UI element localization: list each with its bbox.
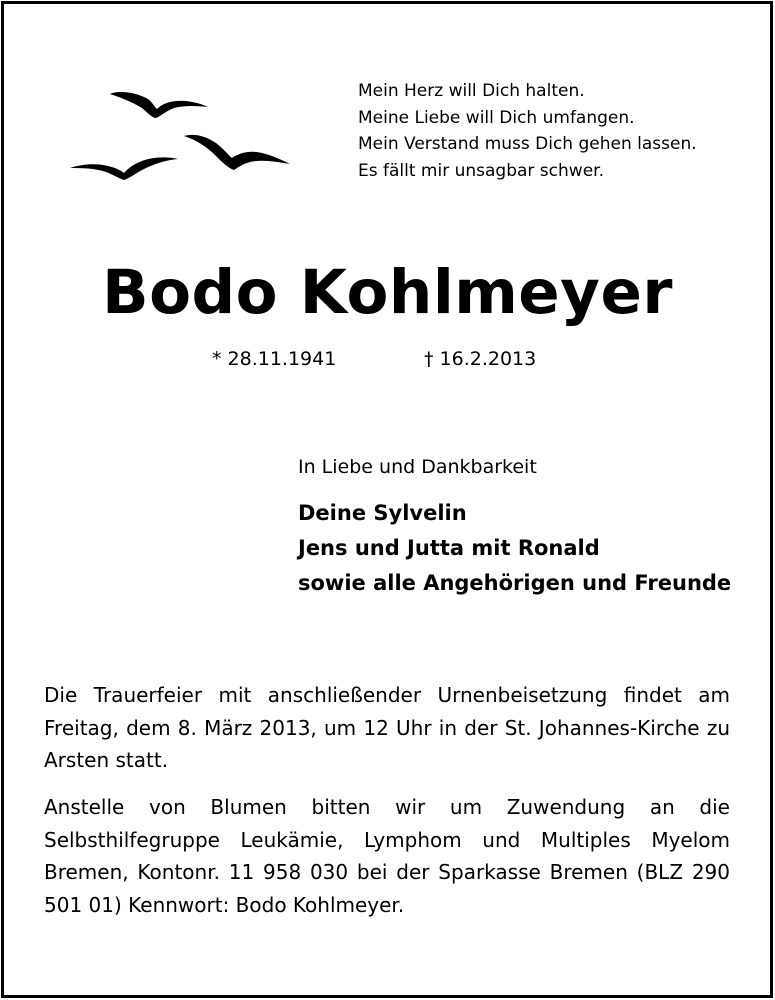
birth-date: * 28.11.1941 bbox=[212, 348, 337, 370]
birds-icon bbox=[66, 80, 296, 190]
mourner-name: Deine Sylvelin bbox=[298, 501, 467, 525]
ceremony-notice: Die Trauerfeier mit anschließender Urnenbeisetzung findet am Freitag, dem 8. März 2013, um 12 Uhr in der St. Johannes-Kirche zu Arsten statt. bbox=[44, 683, 730, 772]
mourner-name: Jens und Jutta mit Ronald bbox=[298, 536, 600, 560]
poem-line: Meine Liebe will Dich umfangen. bbox=[358, 107, 635, 128]
death-date: † 16.2.2013 bbox=[424, 348, 537, 370]
mourner-name: sowie alle Angehörigen und Freunde bbox=[298, 571, 732, 595]
mourners-list bbox=[298, 496, 731, 601]
poem-line: Es fällt mir unsagbar schwer. bbox=[358, 160, 604, 181]
poem-line: Mein Verstand muss Dich gehen lassen. bbox=[358, 134, 697, 154]
mourners-intro: In Liebe und Dankbarkeit bbox=[298, 456, 537, 478]
deceased-name: Bodo Kohlmeyer bbox=[102, 257, 673, 328]
donation-notice: Anstelle von Blumen bitten wir um Zuwendung an die Selbsthilfegruppe Leukämie, Lymphom und Multiples Myelom Bremen, Kontonr. 11 958 030 bei der Sparkasse Bremen (BLZ 290 501 01) Kennwort: Bodo Kohlmeyer. bbox=[44, 795, 730, 917]
poem-line: Mein Herz will Dich halten. bbox=[358, 81, 585, 101]
poem bbox=[358, 78, 758, 184]
